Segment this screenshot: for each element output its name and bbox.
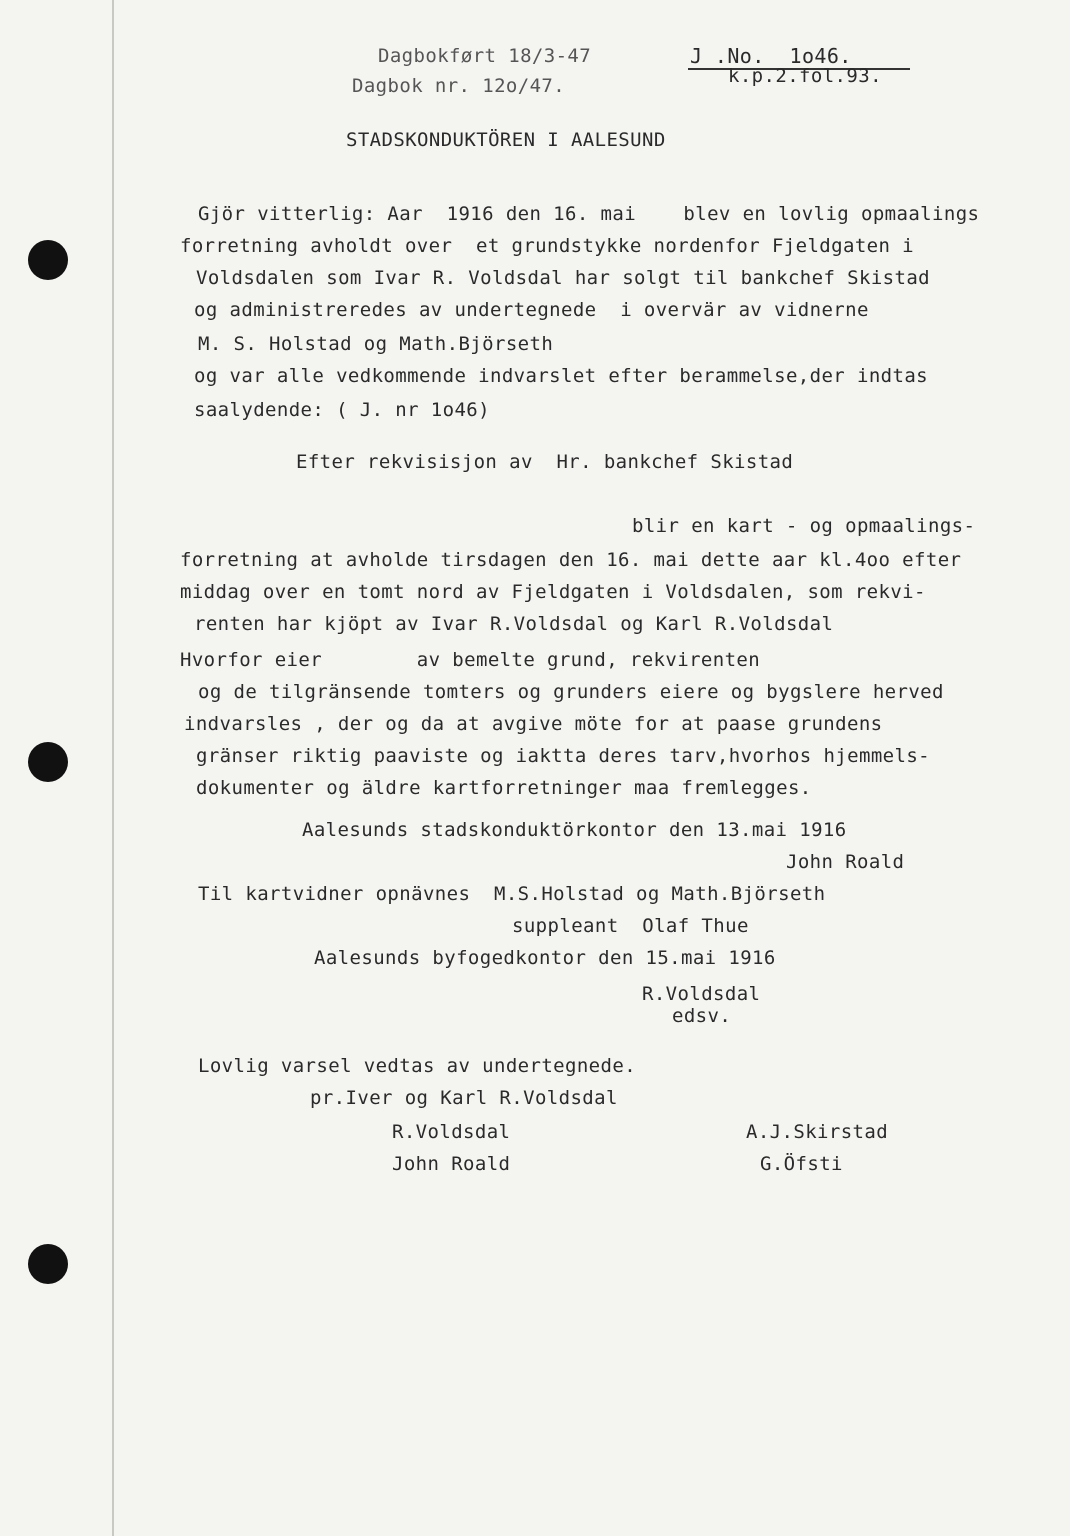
office-date-line: Aalesunds stadskonduktörkontor den 13.mai 1916: [302, 819, 847, 841]
folio-reference: k.p.2.fol.93.: [728, 65, 882, 87]
text-line: og administreredes av undertegnede i overvär av vidnerne: [194, 299, 869, 321]
text-line: renten har kjöpt av Ivar R.Voldsdal og Karl R.Voldsdal: [194, 613, 834, 635]
text-line: dokumenter og äldre kartforretninger maa fremlegges.: [196, 777, 812, 799]
punch-hole: [28, 1244, 68, 1284]
punch-hole: [28, 742, 68, 782]
signature-name: John Roald: [392, 1153, 511, 1175]
text-line: og de tilgränsende tomters og grunders eiere og bygslere herved: [198, 681, 944, 703]
text-line: forretning avholdt over et grundstykke nordenfor Fjeldgaten i: [180, 235, 915, 257]
signature-name: A.J.Skirstad: [746, 1121, 889, 1143]
signature-title: edsv.: [672, 1005, 732, 1027]
text-line: Voldsdalen som Ivar R. Voldsdal har solgt til bankchef Skistad: [196, 267, 931, 289]
requisition-line: Efter rekvisisjon av Hr. bankchef Skistad: [296, 451, 794, 473]
text-line: indvarsles , der og da at avgive möte for at paase grundens: [184, 713, 883, 735]
byfoged-date-line: Aalesunds byfogedkontor den 15.mai 1916: [314, 947, 776, 969]
signature-name: John Roald: [786, 851, 905, 873]
text-line: forretning at avholde tirsdagen den 16. mai dette aar kl.4oo efter: [180, 549, 962, 571]
punch-hole: [28, 240, 68, 280]
text-line: saalydende: ( J. nr 1o46): [194, 399, 490, 421]
document-title: STADSKONDUKTÖREN I AALESUND: [346, 129, 666, 151]
page-margin-line: [112, 0, 114, 1536]
text-line: og var alle vedkommende indvarslet efter berammelse,der indtas: [194, 365, 929, 387]
text-line: blir en kart - og opmaalings-: [632, 515, 976, 537]
signature-name: R.Voldsdal: [392, 1121, 511, 1143]
pr-line: pr.Iver og Karl R.Voldsdal: [310, 1087, 618, 1109]
dagbok-number: Dagbok nr. 12o/47.: [352, 75, 566, 97]
text-line: M. S. Holstad og Math.Björseth: [198, 333, 554, 355]
dagbok-registered: Dagbokført 18/3-47: [378, 45, 592, 67]
text-line: gränser riktig paaviste og iaktta deres tarv,hvorhos hjemmels-: [196, 745, 931, 767]
suppleant-line: suppleant Olaf Thue: [512, 915, 749, 937]
text-line: middag over en tomt nord av Fjeldgaten i Voldsdalen, som rekvi-: [180, 581, 926, 603]
signature-name: R.Voldsdal: [642, 983, 761, 1005]
journal-number: J .No. 1o46.: [690, 44, 852, 68]
signature-name: G.Öfsti: [760, 1153, 843, 1175]
text-line: Hvorfor eier av bemelte grund, rekvirenten: [180, 649, 761, 671]
text-line: Gjör vitterlig: Aar 1916 den 16. mai blev en lovlig opmaalings: [198, 203, 980, 225]
witnesses-line: Til kartvidner opnävnes M.S.Holstad og Math.Björseth: [198, 883, 826, 905]
notice-accepted-line: Lovlig varsel vedtas av undertegnede.: [198, 1055, 637, 1077]
